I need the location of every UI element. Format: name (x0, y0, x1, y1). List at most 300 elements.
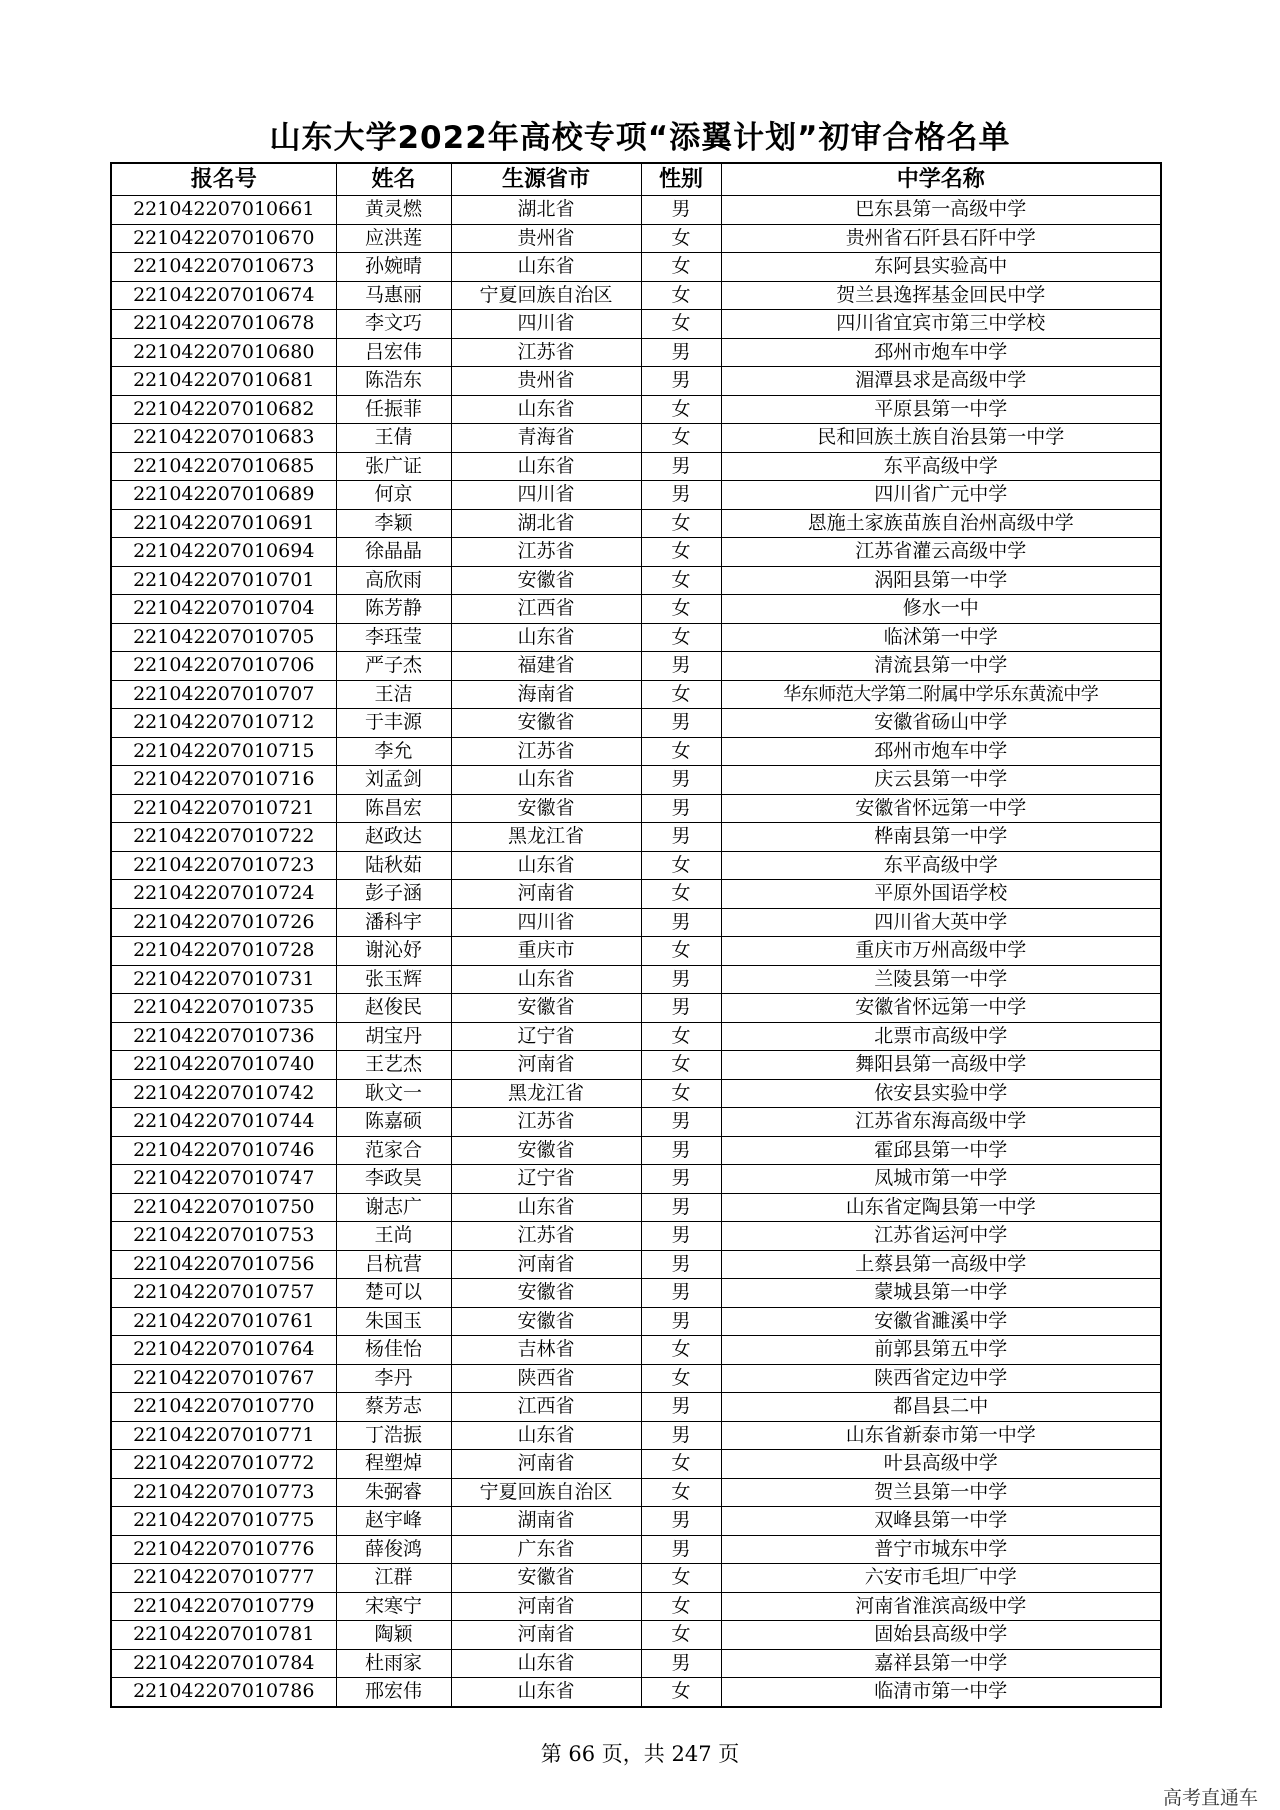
cell-school: 平原外国语学校 (721, 880, 1161, 909)
cell-registration-no: 221042207010777 (111, 1564, 336, 1593)
cell-gender: 男 (641, 794, 721, 823)
cell-gender: 女 (641, 680, 721, 709)
cell-name: 陈浩东 (336, 367, 451, 396)
cell-province: 湖南省 (451, 1507, 641, 1536)
cell-registration-no: 221042207010691 (111, 509, 336, 538)
cell-school: 安徽省怀远第一中学 (721, 794, 1161, 823)
cell-province: 山东省 (451, 1421, 641, 1450)
cell-school: 修水一中 (721, 595, 1161, 624)
cell-gender: 男 (641, 1307, 721, 1336)
cell-school: 固始县高级中学 (721, 1621, 1161, 1650)
table-row (111, 224, 1161, 253)
cell-registration-no: 221042207010767 (111, 1364, 336, 1393)
cell-name: 范家合 (336, 1136, 451, 1165)
cell-name: 朱弼睿 (336, 1478, 451, 1507)
cell-registration-no: 221042207010779 (111, 1592, 336, 1621)
cell-school: 嘉祥县第一中学 (721, 1649, 1161, 1678)
cell-province: 河南省 (451, 1250, 641, 1279)
cell-gender: 男 (641, 1136, 721, 1165)
table-row (111, 1222, 1161, 1251)
cell-school: 兰陵县第一中学 (721, 965, 1161, 994)
cell-gender: 男 (641, 1222, 721, 1251)
cell-gender: 男 (641, 196, 721, 225)
cell-gender: 女 (641, 538, 721, 567)
cell-province: 山东省 (451, 395, 641, 424)
table-row (111, 538, 1161, 567)
cell-gender: 男 (641, 367, 721, 396)
cell-province: 吉林省 (451, 1336, 641, 1365)
cell-gender: 男 (641, 1649, 721, 1678)
cell-gender: 男 (641, 908, 721, 937)
document-title: 山东大学2022年高校专项“添翼计划”初审合格名单 (269, 120, 1011, 156)
cell-school: 江苏省灌云高级中学 (721, 538, 1161, 567)
cell-school: 普宁市城东中学 (721, 1535, 1161, 1564)
cell-school: 临沭第一中学 (721, 623, 1161, 652)
header-registration-no: 报名号 (111, 163, 336, 196)
cell-name: 王尚 (336, 1222, 451, 1251)
cell-gender: 男 (641, 1250, 721, 1279)
cell-province: 安徽省 (451, 566, 641, 595)
cell-school: 四川省大英中学 (721, 908, 1161, 937)
cell-province: 海南省 (451, 680, 641, 709)
cell-name: 宋寒宁 (336, 1592, 451, 1621)
cell-registration-no: 221042207010764 (111, 1336, 336, 1365)
cell-province: 青海省 (451, 424, 641, 453)
cell-registration-no: 221042207010680 (111, 338, 336, 367)
cell-school: 邳州市炮车中学 (721, 338, 1161, 367)
table-row (111, 1079, 1161, 1108)
table-row (111, 310, 1161, 339)
table-row (111, 823, 1161, 852)
table-row (111, 1279, 1161, 1308)
cell-gender: 女 (641, 1079, 721, 1108)
cell-school: 民和回族土族自治县第一中学 (721, 424, 1161, 453)
cell-gender: 女 (641, 1621, 721, 1650)
cell-name: 徐晶晶 (336, 538, 451, 567)
cell-province: 山东省 (451, 1193, 641, 1222)
cell-registration-no: 221042207010670 (111, 224, 336, 253)
cell-name: 蔡芳志 (336, 1393, 451, 1422)
cell-registration-no: 221042207010701 (111, 566, 336, 595)
cell-province: 贵州省 (451, 367, 641, 396)
cell-name: 孙婉晴 (336, 253, 451, 282)
cell-gender: 男 (641, 1507, 721, 1536)
cell-registration-no: 221042207010723 (111, 851, 336, 880)
cell-registration-no: 221042207010682 (111, 395, 336, 424)
cell-gender: 女 (641, 1051, 721, 1080)
cell-province: 江苏省 (451, 1222, 641, 1251)
table-row (111, 1108, 1161, 1137)
cell-registration-no: 221042207010694 (111, 538, 336, 567)
table-row (111, 1564, 1161, 1593)
cell-name: 何京 (336, 481, 451, 510)
cell-registration-no: 221042207010736 (111, 1022, 336, 1051)
cell-gender: 女 (641, 509, 721, 538)
cell-registration-no: 221042207010712 (111, 709, 336, 738)
cell-registration-no: 221042207010784 (111, 1649, 336, 1678)
cell-gender: 女 (641, 1564, 721, 1593)
cell-name: 李丹 (336, 1364, 451, 1393)
cell-registration-no: 221042207010721 (111, 794, 336, 823)
table-row (111, 1649, 1161, 1678)
table-row (111, 1478, 1161, 1507)
cell-registration-no: 221042207010761 (111, 1307, 336, 1336)
cell-gender: 女 (641, 737, 721, 766)
header-province: 生源省市 (451, 163, 641, 196)
cell-school: 庆云县第一中学 (721, 766, 1161, 795)
cell-school: 都昌县二中 (721, 1393, 1161, 1422)
cell-gender: 女 (641, 253, 721, 282)
cell-gender: 男 (641, 481, 721, 510)
cell-school: 叶县高级中学 (721, 1450, 1161, 1479)
cell-registration-no: 221042207010716 (111, 766, 336, 795)
cell-registration-no: 221042207010685 (111, 452, 336, 481)
cell-registration-no: 221042207010746 (111, 1136, 336, 1165)
table-row (111, 851, 1161, 880)
cell-registration-no: 221042207010740 (111, 1051, 336, 1080)
cell-registration-no: 221042207010742 (111, 1079, 336, 1108)
cell-province: 河南省 (451, 1450, 641, 1479)
table-row (111, 1450, 1161, 1479)
table-row (111, 1051, 1161, 1080)
cell-school: 东平高级中学 (721, 851, 1161, 880)
cell-gender: 男 (641, 1393, 721, 1422)
cell-name: 张玉辉 (336, 965, 451, 994)
cell-province: 山东省 (451, 452, 641, 481)
page-number: 第 66 页，共 247 页 (540, 1742, 740, 1766)
table-row (111, 652, 1161, 681)
table-row (111, 1592, 1161, 1621)
cell-name: 严子杰 (336, 652, 451, 681)
cell-gender: 男 (641, 1165, 721, 1194)
cell-registration-no: 221042207010775 (111, 1507, 336, 1536)
cell-gender: 男 (641, 766, 721, 795)
cell-school: 桦南县第一中学 (721, 823, 1161, 852)
table-row (111, 1393, 1161, 1422)
cell-gender: 男 (641, 652, 721, 681)
cell-gender: 男 (641, 965, 721, 994)
table-row (111, 1250, 1161, 1279)
cell-province: 贵州省 (451, 224, 641, 253)
cell-province: 福建省 (451, 652, 641, 681)
cell-name: 谢沁妤 (336, 937, 451, 966)
cell-province: 山东省 (451, 253, 641, 282)
cell-gender: 女 (641, 1022, 721, 1051)
cell-province: 山东省 (451, 623, 641, 652)
table-row (111, 1336, 1161, 1365)
cell-registration-no: 221042207010673 (111, 253, 336, 282)
cell-name: 邢宏伟 (336, 1678, 451, 1707)
cell-province: 山东省 (451, 766, 641, 795)
cell-province: 江苏省 (451, 538, 641, 567)
cell-registration-no: 221042207010750 (111, 1193, 336, 1222)
cell-registration-no: 221042207010726 (111, 908, 336, 937)
cell-registration-no: 221042207010715 (111, 737, 336, 766)
cell-province: 四川省 (451, 908, 641, 937)
cell-registration-no: 221042207010728 (111, 937, 336, 966)
cell-name: 任振菲 (336, 395, 451, 424)
table-row (111, 595, 1161, 624)
cell-gender: 男 (641, 1279, 721, 1308)
cell-gender: 女 (641, 424, 721, 453)
table-row (111, 1193, 1161, 1222)
cell-gender: 女 (641, 595, 721, 624)
table-row (111, 709, 1161, 738)
cell-name: 程塑焯 (336, 1450, 451, 1479)
table-row (111, 908, 1161, 937)
cell-gender: 女 (641, 1592, 721, 1621)
cell-school: 贺兰县逸挥基金回民中学 (721, 281, 1161, 310)
header-school: 中学名称 (721, 163, 1161, 196)
cell-school: 江苏省运河中学 (721, 1222, 1161, 1251)
cell-gender: 女 (641, 566, 721, 595)
table-row (111, 766, 1161, 795)
cell-school: 四川省宜宾市第三中学校 (721, 310, 1161, 339)
cell-province: 河南省 (451, 1592, 641, 1621)
table-row (111, 994, 1161, 1023)
cell-province: 河南省 (451, 880, 641, 909)
cell-school: 霍邱县第一中学 (721, 1136, 1161, 1165)
cell-name: 谢志广 (336, 1193, 451, 1222)
cell-name: 赵政达 (336, 823, 451, 852)
cell-gender: 女 (641, 310, 721, 339)
cell-name: 李颖 (336, 509, 451, 538)
cell-school: 山东省新泰市第一中学 (721, 1421, 1161, 1450)
table-row (111, 1507, 1161, 1536)
table-row (111, 196, 1161, 225)
cell-school: 河南省淮滨高级中学 (721, 1592, 1161, 1621)
cell-province: 湖北省 (451, 509, 641, 538)
table-row (111, 509, 1161, 538)
cell-province: 宁夏回族自治区 (451, 281, 641, 310)
cell-gender: 男 (641, 338, 721, 367)
cell-name: 杜雨家 (336, 1649, 451, 1678)
cell-school: 双峰县第一中学 (721, 1507, 1161, 1536)
table-row (111, 481, 1161, 510)
watermark-text: 高考直通车 (1162, 1787, 1258, 1809)
cell-province: 宁夏回族自治区 (451, 1478, 641, 1507)
cell-school: 涡阳县第一中学 (721, 566, 1161, 595)
cell-registration-no: 221042207010661 (111, 196, 336, 225)
cell-province: 江西省 (451, 595, 641, 624)
cell-school: 凤城市第一中学 (721, 1165, 1161, 1194)
table-row (111, 1621, 1161, 1650)
cell-province: 安徽省 (451, 1136, 641, 1165)
cell-school: 平原县第一中学 (721, 395, 1161, 424)
cell-name: 张广证 (336, 452, 451, 481)
cell-gender: 女 (641, 1678, 721, 1707)
cell-name: 杨佳怡 (336, 1336, 451, 1365)
cell-name: 彭子涵 (336, 880, 451, 909)
cell-registration-no: 221042207010735 (111, 994, 336, 1023)
cell-name: 王倩 (336, 424, 451, 453)
cell-registration-no: 221042207010678 (111, 310, 336, 339)
cell-registration-no: 221042207010731 (111, 965, 336, 994)
cell-name: 马惠丽 (336, 281, 451, 310)
cell-name: 陶颖 (336, 1621, 451, 1650)
cell-name: 李珏莹 (336, 623, 451, 652)
cell-name: 江群 (336, 1564, 451, 1593)
cell-name: 黄灵燃 (336, 196, 451, 225)
table-row (111, 680, 1161, 709)
cell-registration-no: 221042207010674 (111, 281, 336, 310)
cell-registration-no: 221042207010772 (111, 1450, 336, 1479)
cell-school: 依安县实验中学 (721, 1079, 1161, 1108)
cell-school: 安徽省砀山中学 (721, 709, 1161, 738)
cell-province: 江西省 (451, 1393, 641, 1422)
table-row (111, 1136, 1161, 1165)
cell-registration-no: 221042207010753 (111, 1222, 336, 1251)
cell-name: 陈昌宏 (336, 794, 451, 823)
cell-gender: 女 (641, 880, 721, 909)
cell-name: 赵俊民 (336, 994, 451, 1023)
cell-registration-no: 221042207010781 (111, 1621, 336, 1650)
cell-gender: 女 (641, 224, 721, 253)
cell-school: 安徽省濉溪中学 (721, 1307, 1161, 1336)
cell-province: 安徽省 (451, 794, 641, 823)
cell-registration-no: 221042207010757 (111, 1279, 336, 1308)
table-row (111, 1678, 1161, 1707)
cell-name: 吕宏伟 (336, 338, 451, 367)
cell-gender: 女 (641, 1364, 721, 1393)
cell-school: 贵州省石阡县石阡中学 (721, 224, 1161, 253)
cell-gender: 女 (641, 623, 721, 652)
cell-school: 山东省定陶县第一中学 (721, 1193, 1161, 1222)
table-row (111, 1364, 1161, 1393)
cell-school: 江苏省东海高级中学 (721, 1108, 1161, 1137)
cell-province: 安徽省 (451, 994, 641, 1023)
cell-name: 王洁 (336, 680, 451, 709)
cell-name: 应洪莲 (336, 224, 451, 253)
table-row (111, 253, 1161, 282)
cell-province: 辽宁省 (451, 1022, 641, 1051)
cell-province: 江苏省 (451, 737, 641, 766)
cell-registration-no: 221042207010744 (111, 1108, 336, 1137)
cell-registration-no: 221042207010689 (111, 481, 336, 510)
cell-name: 于丰源 (336, 709, 451, 738)
cell-gender: 女 (641, 1478, 721, 1507)
cell-school: 前郭县第五中学 (721, 1336, 1161, 1365)
cell-name: 李文巧 (336, 310, 451, 339)
cell-province: 安徽省 (451, 1279, 641, 1308)
cell-registration-no: 221042207010773 (111, 1478, 336, 1507)
cell-gender: 男 (641, 452, 721, 481)
table-row (111, 623, 1161, 652)
table-row (111, 367, 1161, 396)
table-row (111, 737, 1161, 766)
table-row (111, 424, 1161, 453)
header-name: 姓名 (336, 163, 451, 196)
cell-province: 黑龙江省 (451, 823, 641, 852)
cell-province: 山东省 (451, 851, 641, 880)
cell-name: 高欣雨 (336, 566, 451, 595)
cell-gender: 男 (641, 1535, 721, 1564)
cell-school: 巴东县第一高级中学 (721, 196, 1161, 225)
cell-registration-no: 221042207010770 (111, 1393, 336, 1422)
cell-province: 四川省 (451, 310, 641, 339)
cell-registration-no: 221042207010756 (111, 1250, 336, 1279)
cell-school: 北票市高级中学 (721, 1022, 1161, 1051)
table-row (111, 880, 1161, 909)
table-row (111, 794, 1161, 823)
cell-gender: 男 (641, 823, 721, 852)
cell-registration-no: 221042207010681 (111, 367, 336, 396)
cell-name: 耿文一 (336, 1079, 451, 1108)
cell-school: 清流县第一中学 (721, 652, 1161, 681)
cell-name: 李政昊 (336, 1165, 451, 1194)
table-row (111, 1022, 1161, 1051)
cell-gender: 女 (641, 1336, 721, 1365)
cell-name: 陈芳静 (336, 595, 451, 624)
table-row (111, 1307, 1161, 1336)
cell-province: 江苏省 (451, 1108, 641, 1137)
table-row (111, 566, 1161, 595)
cell-name: 吕杭营 (336, 1250, 451, 1279)
cell-school: 上蔡县第一高级中学 (721, 1250, 1161, 1279)
cell-province: 重庆市 (451, 937, 641, 966)
cell-school: 恩施土家族苗族自治州高级中学 (721, 509, 1161, 538)
cell-name: 薛俊鸿 (336, 1535, 451, 1564)
cell-registration-no: 221042207010704 (111, 595, 336, 624)
cell-gender: 男 (641, 1193, 721, 1222)
cell-gender: 女 (641, 1450, 721, 1479)
cell-school: 舞阳县第一高级中学 (721, 1051, 1161, 1080)
cell-registration-no: 221042207010705 (111, 623, 336, 652)
table-row (111, 1165, 1161, 1194)
cell-name: 刘孟剑 (336, 766, 451, 795)
cell-name: 朱国玉 (336, 1307, 451, 1336)
cell-province: 安徽省 (451, 709, 641, 738)
cell-province: 江苏省 (451, 338, 641, 367)
cell-name: 赵宇峰 (336, 1507, 451, 1536)
table-row (111, 937, 1161, 966)
cell-school: 蒙城县第一中学 (721, 1279, 1161, 1308)
cell-province: 山东省 (451, 1649, 641, 1678)
cell-registration-no: 221042207010683 (111, 424, 336, 453)
table-row (111, 395, 1161, 424)
table-body (111, 196, 1161, 1707)
cell-province: 湖北省 (451, 196, 641, 225)
cell-name: 潘科宇 (336, 908, 451, 937)
cell-gender: 男 (641, 994, 721, 1023)
cell-school: 东平高级中学 (721, 452, 1161, 481)
cell-school: 六安市毛坦厂中学 (721, 1564, 1161, 1593)
cell-province: 黑龙江省 (451, 1079, 641, 1108)
cell-name: 胡宝丹 (336, 1022, 451, 1051)
cell-registration-no: 221042207010706 (111, 652, 336, 681)
cell-school: 邳州市炮车中学 (721, 737, 1161, 766)
cell-name: 王艺杰 (336, 1051, 451, 1080)
table-row (111, 965, 1161, 994)
cell-school: 华东师范大学第二附属中学乐东黄流中学 (721, 680, 1161, 709)
cell-school: 东阿县实验高中 (721, 253, 1161, 282)
cell-province: 河南省 (451, 1621, 641, 1650)
cell-registration-no: 221042207010776 (111, 1535, 336, 1564)
cell-name: 楚可以 (336, 1279, 451, 1308)
cell-school: 湄潭县求是高级中学 (721, 367, 1161, 396)
cell-province: 河南省 (451, 1051, 641, 1080)
table-header-row (111, 163, 1161, 196)
cell-registration-no: 221042207010771 (111, 1421, 336, 1450)
cell-school: 四川省广元中学 (721, 481, 1161, 510)
cell-registration-no: 221042207010724 (111, 880, 336, 909)
cell-province: 四川省 (451, 481, 641, 510)
table-row (111, 1535, 1161, 1564)
cell-province: 山东省 (451, 1678, 641, 1707)
cell-registration-no: 221042207010786 (111, 1678, 336, 1707)
cell-province: 安徽省 (451, 1564, 641, 1593)
cell-school: 重庆市万州高级中学 (721, 937, 1161, 966)
